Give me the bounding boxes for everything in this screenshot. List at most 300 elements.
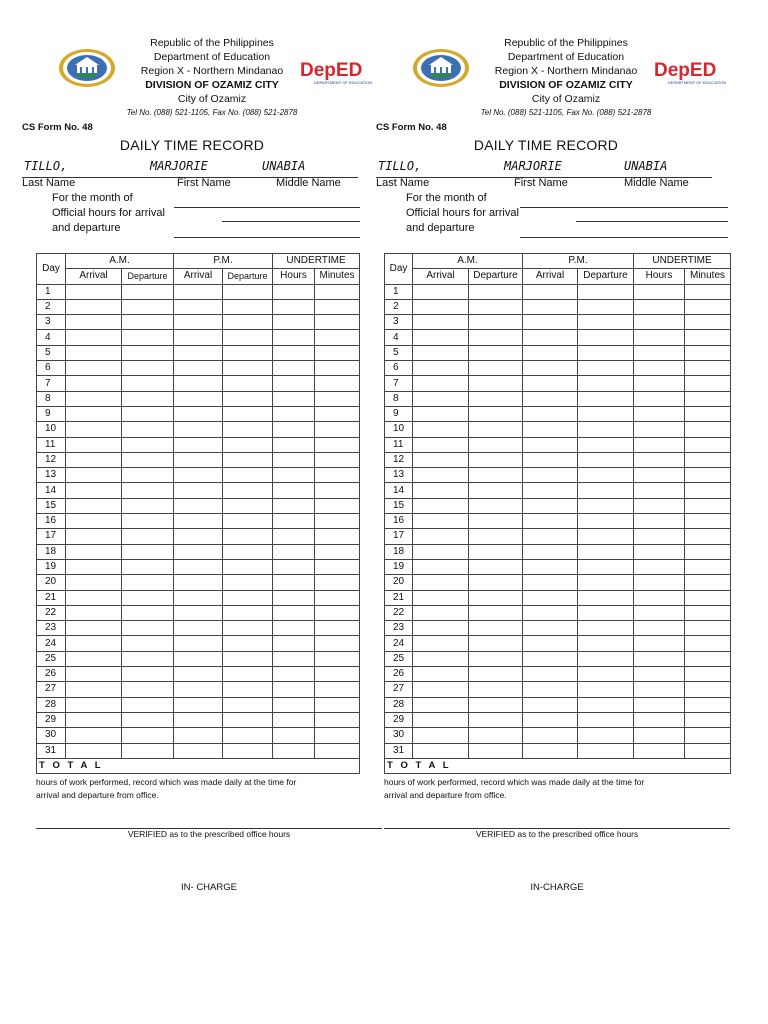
undertime-minutes-cell[interactable] <box>685 682 731 697</box>
am-departure-cell[interactable] <box>122 743 174 758</box>
pm-departure-cell[interactable] <box>223 590 273 605</box>
undertime-minutes-cell[interactable] <box>315 682 360 697</box>
undertime-hours-cell[interactable] <box>634 743 685 758</box>
am-departure-cell[interactable] <box>469 514 523 529</box>
undertime-minutes-cell[interactable] <box>685 575 731 590</box>
am-departure-cell[interactable] <box>122 376 174 391</box>
pm-departure-cell[interactable] <box>223 299 273 314</box>
am-arrival-cell[interactable] <box>66 315 122 330</box>
pm-departure-cell[interactable] <box>223 682 273 697</box>
undertime-minutes-cell[interactable] <box>315 361 360 376</box>
am-arrival-cell[interactable] <box>413 483 469 498</box>
undertime-hours-cell[interactable] <box>634 376 685 391</box>
undertime-minutes-cell[interactable] <box>315 544 360 559</box>
pm-arrival-cell[interactable] <box>523 284 578 299</box>
undertime-minutes-cell[interactable] <box>315 514 360 529</box>
pm-arrival-cell[interactable] <box>174 361 223 376</box>
am-arrival-cell[interactable] <box>413 299 469 314</box>
am-arrival-cell[interactable] <box>413 406 469 421</box>
pm-arrival-cell[interactable] <box>523 514 578 529</box>
pm-arrival-cell[interactable] <box>523 712 578 727</box>
pm-departure-cell[interactable] <box>223 345 273 360</box>
am-arrival-cell[interactable] <box>413 667 469 682</box>
official-hours-field[interactable] <box>576 221 728 222</box>
am-departure-cell[interactable] <box>469 544 523 559</box>
pm-arrival-cell[interactable] <box>523 422 578 437</box>
am-departure-cell[interactable] <box>122 391 174 406</box>
pm-departure-cell[interactable] <box>578 299 634 314</box>
undertime-hours-cell[interactable] <box>273 361 315 376</box>
am-departure-cell[interactable] <box>122 468 174 483</box>
pm-arrival-cell[interactable] <box>523 315 578 330</box>
pm-departure-cell[interactable] <box>223 284 273 299</box>
pm-arrival-cell[interactable] <box>174 590 223 605</box>
undertime-hours-cell[interactable] <box>273 391 315 406</box>
am-arrival-cell[interactable] <box>66 728 122 743</box>
undertime-hours-cell[interactable] <box>634 406 685 421</box>
pm-departure-cell[interactable] <box>223 361 273 376</box>
undertime-hours-cell[interactable] <box>634 452 685 467</box>
pm-departure-cell[interactable] <box>578 376 634 391</box>
am-arrival-cell[interactable] <box>413 559 469 574</box>
pm-arrival-cell[interactable] <box>174 437 223 452</box>
month-field[interactable] <box>174 207 360 208</box>
undertime-hours-cell[interactable] <box>273 667 315 682</box>
undertime-hours-cell[interactable] <box>634 712 685 727</box>
pm-arrival-cell[interactable] <box>523 743 578 758</box>
pm-departure-cell[interactable] <box>223 667 273 682</box>
undertime-minutes-cell[interactable] <box>315 621 360 636</box>
undertime-hours-cell[interactable] <box>273 452 315 467</box>
undertime-minutes-cell[interactable] <box>685 361 731 376</box>
am-arrival-cell[interactable] <box>66 590 122 605</box>
am-departure-cell[interactable] <box>469 636 523 651</box>
pm-arrival-cell[interactable] <box>174 514 223 529</box>
am-arrival-cell[interactable] <box>413 330 469 345</box>
am-departure-cell[interactable] <box>469 682 523 697</box>
am-departure-cell[interactable] <box>469 345 523 360</box>
am-departure-cell[interactable] <box>122 667 174 682</box>
pm-arrival-cell[interactable] <box>523 728 578 743</box>
am-departure-cell[interactable] <box>469 284 523 299</box>
pm-arrival-cell[interactable] <box>523 330 578 345</box>
am-arrival-cell[interactable] <box>413 529 469 544</box>
pm-arrival-cell[interactable] <box>174 667 223 682</box>
am-arrival-cell[interactable] <box>413 345 469 360</box>
pm-departure-cell[interactable] <box>223 636 273 651</box>
am-arrival-cell[interactable] <box>66 483 122 498</box>
undertime-hours-cell[interactable] <box>273 621 315 636</box>
undertime-hours-cell[interactable] <box>634 284 685 299</box>
undertime-minutes-cell[interactable] <box>315 651 360 666</box>
am-arrival-cell[interactable] <box>66 682 122 697</box>
official-hours-field[interactable] <box>222 221 360 222</box>
am-departure-cell[interactable] <box>122 728 174 743</box>
am-arrival-cell[interactable] <box>413 697 469 712</box>
undertime-minutes-cell[interactable] <box>685 345 731 360</box>
pm-arrival-cell[interactable] <box>174 452 223 467</box>
pm-departure-cell[interactable] <box>223 697 273 712</box>
am-departure-cell[interactable] <box>469 498 523 513</box>
pm-departure-cell[interactable] <box>223 575 273 590</box>
am-arrival-cell[interactable] <box>66 391 122 406</box>
pm-arrival-cell[interactable] <box>174 605 223 620</box>
am-arrival-cell[interactable] <box>413 682 469 697</box>
am-arrival-cell[interactable] <box>66 330 122 345</box>
pm-departure-cell[interactable] <box>223 712 273 727</box>
am-departure-cell[interactable] <box>469 361 523 376</box>
undertime-hours-cell[interactable] <box>273 697 315 712</box>
pm-arrival-cell[interactable] <box>523 575 578 590</box>
pm-departure-cell[interactable] <box>578 514 634 529</box>
am-departure-cell[interactable] <box>469 559 523 574</box>
pm-arrival-cell[interactable] <box>174 682 223 697</box>
am-departure-cell[interactable] <box>122 575 174 590</box>
am-departure-cell[interactable] <box>122 559 174 574</box>
undertime-minutes-cell[interactable] <box>315 636 360 651</box>
am-departure-cell[interactable] <box>469 299 523 314</box>
undertime-hours-cell[interactable] <box>273 483 315 498</box>
undertime-minutes-cell[interactable] <box>685 697 731 712</box>
undertime-minutes-cell[interactable] <box>685 452 731 467</box>
undertime-minutes-cell[interactable] <box>315 391 360 406</box>
undertime-minutes-cell[interactable] <box>315 437 360 452</box>
undertime-hours-cell[interactable] <box>634 667 685 682</box>
undertime-minutes-cell[interactable] <box>315 575 360 590</box>
undertime-hours-cell[interactable] <box>273 590 315 605</box>
undertime-minutes-cell[interactable] <box>315 376 360 391</box>
am-departure-cell[interactable] <box>469 743 523 758</box>
pm-departure-cell[interactable] <box>223 529 273 544</box>
am-departure-cell[interactable] <box>469 437 523 452</box>
pm-arrival-cell[interactable] <box>523 498 578 513</box>
undertime-minutes-cell[interactable] <box>685 712 731 727</box>
pm-departure-cell[interactable] <box>578 682 634 697</box>
undertime-hours-cell[interactable] <box>634 391 685 406</box>
pm-arrival-cell[interactable] <box>523 667 578 682</box>
pm-departure-cell[interactable] <box>578 697 634 712</box>
undertime-hours-cell[interactable] <box>634 437 685 452</box>
pm-departure-cell[interactable] <box>578 483 634 498</box>
pm-arrival-cell[interactable] <box>523 559 578 574</box>
am-arrival-cell[interactable] <box>66 559 122 574</box>
am-departure-cell[interactable] <box>122 514 174 529</box>
am-departure-cell[interactable] <box>469 590 523 605</box>
undertime-hours-cell[interactable] <box>273 498 315 513</box>
pm-arrival-cell[interactable] <box>523 697 578 712</box>
undertime-minutes-cell[interactable] <box>315 498 360 513</box>
am-arrival-cell[interactable] <box>413 544 469 559</box>
undertime-hours-cell[interactable] <box>634 422 685 437</box>
am-arrival-cell[interactable] <box>66 544 122 559</box>
pm-arrival-cell[interactable] <box>174 621 223 636</box>
am-arrival-cell[interactable] <box>66 284 122 299</box>
pm-departure-cell[interactable] <box>578 636 634 651</box>
am-departure-cell[interactable] <box>469 391 523 406</box>
am-departure-cell[interactable] <box>122 315 174 330</box>
pm-arrival-cell[interactable] <box>174 743 223 758</box>
undertime-hours-cell[interactable] <box>634 468 685 483</box>
undertime-minutes-cell[interactable] <box>685 498 731 513</box>
am-departure-cell[interactable] <box>122 422 174 437</box>
departure-field[interactable] <box>520 237 728 238</box>
am-departure-cell[interactable] <box>122 483 174 498</box>
pm-arrival-cell[interactable] <box>174 483 223 498</box>
am-departure-cell[interactable] <box>469 422 523 437</box>
pm-arrival-cell[interactable] <box>174 315 223 330</box>
am-arrival-cell[interactable] <box>413 284 469 299</box>
undertime-minutes-cell[interactable] <box>315 605 360 620</box>
pm-departure-cell[interactable] <box>223 406 273 421</box>
pm-departure-cell[interactable] <box>578 544 634 559</box>
undertime-minutes-cell[interactable] <box>685 422 731 437</box>
undertime-minutes-cell[interactable] <box>315 529 360 544</box>
am-departure-cell[interactable] <box>469 452 523 467</box>
pm-arrival-cell[interactable] <box>174 529 223 544</box>
pm-departure-cell[interactable] <box>578 621 634 636</box>
am-departure-cell[interactable] <box>122 299 174 314</box>
am-arrival-cell[interactable] <box>413 376 469 391</box>
am-departure-cell[interactable] <box>122 544 174 559</box>
am-departure-cell[interactable] <box>469 697 523 712</box>
departure-field[interactable] <box>174 237 360 238</box>
am-arrival-cell[interactable] <box>66 468 122 483</box>
pm-arrival-cell[interactable] <box>523 544 578 559</box>
pm-departure-cell[interactable] <box>223 376 273 391</box>
am-departure-cell[interactable] <box>122 590 174 605</box>
undertime-minutes-cell[interactable] <box>315 330 360 345</box>
undertime-hours-cell[interactable] <box>273 651 315 666</box>
undertime-minutes-cell[interactable] <box>685 315 731 330</box>
pm-arrival-cell[interactable] <box>174 544 223 559</box>
undertime-hours-cell[interactable] <box>634 605 685 620</box>
am-departure-cell[interactable] <box>122 712 174 727</box>
am-departure-cell[interactable] <box>122 605 174 620</box>
undertime-hours-cell[interactable] <box>273 575 315 590</box>
undertime-hours-cell[interactable] <box>273 682 315 697</box>
pm-arrival-cell[interactable] <box>523 483 578 498</box>
undertime-minutes-cell[interactable] <box>685 330 731 345</box>
undertime-minutes-cell[interactable] <box>685 406 731 421</box>
am-departure-cell[interactable] <box>469 621 523 636</box>
pm-departure-cell[interactable] <box>578 468 634 483</box>
undertime-minutes-cell[interactable] <box>685 636 731 651</box>
undertime-minutes-cell[interactable] <box>685 743 731 758</box>
undertime-hours-cell[interactable] <box>634 682 685 697</box>
undertime-hours-cell[interactable] <box>273 376 315 391</box>
pm-departure-cell[interactable] <box>223 743 273 758</box>
am-arrival-cell[interactable] <box>66 743 122 758</box>
undertime-minutes-cell[interactable] <box>685 391 731 406</box>
undertime-hours-cell[interactable] <box>634 697 685 712</box>
pm-departure-cell[interactable] <box>578 590 634 605</box>
am-departure-cell[interactable] <box>122 437 174 452</box>
undertime-minutes-cell[interactable] <box>315 284 360 299</box>
undertime-hours-cell[interactable] <box>273 284 315 299</box>
am-departure-cell[interactable] <box>122 345 174 360</box>
am-arrival-cell[interactable] <box>66 406 122 421</box>
undertime-minutes-cell[interactable] <box>685 299 731 314</box>
am-arrival-cell[interactable] <box>413 468 469 483</box>
am-departure-cell[interactable] <box>469 728 523 743</box>
pm-departure-cell[interactable] <box>223 498 273 513</box>
undertime-minutes-cell[interactable] <box>315 743 360 758</box>
pm-arrival-cell[interactable] <box>523 621 578 636</box>
am-arrival-cell[interactable] <box>66 299 122 314</box>
undertime-hours-cell[interactable] <box>634 544 685 559</box>
undertime-hours-cell[interactable] <box>634 498 685 513</box>
pm-departure-cell[interactable] <box>578 437 634 452</box>
am-departure-cell[interactable] <box>122 330 174 345</box>
pm-departure-cell[interactable] <box>578 452 634 467</box>
am-departure-cell[interactable] <box>122 284 174 299</box>
pm-arrival-cell[interactable] <box>523 468 578 483</box>
undertime-hours-cell[interactable] <box>634 529 685 544</box>
undertime-hours-cell[interactable] <box>634 315 685 330</box>
am-departure-cell[interactable] <box>122 621 174 636</box>
pm-arrival-cell[interactable] <box>523 605 578 620</box>
undertime-hours-cell[interactable] <box>634 728 685 743</box>
am-arrival-cell[interactable] <box>66 422 122 437</box>
pm-departure-cell[interactable] <box>223 605 273 620</box>
am-arrival-cell[interactable] <box>66 498 122 513</box>
pm-departure-cell[interactable] <box>578 330 634 345</box>
pm-arrival-cell[interactable] <box>523 529 578 544</box>
am-departure-cell[interactable] <box>122 406 174 421</box>
pm-departure-cell[interactable] <box>223 315 273 330</box>
pm-arrival-cell[interactable] <box>174 575 223 590</box>
undertime-hours-cell[interactable] <box>273 529 315 544</box>
am-arrival-cell[interactable] <box>66 667 122 682</box>
am-arrival-cell[interactable] <box>66 437 122 452</box>
undertime-minutes-cell[interactable] <box>315 559 360 574</box>
am-arrival-cell[interactable] <box>413 437 469 452</box>
pm-departure-cell[interactable] <box>578 575 634 590</box>
am-arrival-cell[interactable] <box>413 575 469 590</box>
am-departure-cell[interactable] <box>469 605 523 620</box>
pm-departure-cell[interactable] <box>223 437 273 452</box>
am-departure-cell[interactable] <box>469 575 523 590</box>
pm-departure-cell[interactable] <box>578 361 634 376</box>
pm-departure-cell[interactable] <box>578 667 634 682</box>
undertime-hours-cell[interactable] <box>634 590 685 605</box>
pm-departure-cell[interactable] <box>223 651 273 666</box>
pm-arrival-cell[interactable] <box>174 299 223 314</box>
undertime-minutes-cell[interactable] <box>685 590 731 605</box>
pm-departure-cell[interactable] <box>578 498 634 513</box>
pm-departure-cell[interactable] <box>578 743 634 758</box>
pm-arrival-cell[interactable] <box>174 728 223 743</box>
pm-departure-cell[interactable] <box>223 559 273 574</box>
undertime-hours-cell[interactable] <box>273 559 315 574</box>
undertime-hours-cell[interactable] <box>273 422 315 437</box>
pm-departure-cell[interactable] <box>578 391 634 406</box>
undertime-minutes-cell[interactable] <box>685 621 731 636</box>
undertime-hours-cell[interactable] <box>634 636 685 651</box>
pm-arrival-cell[interactable] <box>523 437 578 452</box>
am-departure-cell[interactable] <box>469 330 523 345</box>
pm-arrival-cell[interactable] <box>174 330 223 345</box>
undertime-minutes-cell[interactable] <box>685 514 731 529</box>
undertime-hours-cell[interactable] <box>273 468 315 483</box>
undertime-minutes-cell[interactable] <box>685 728 731 743</box>
am-arrival-cell[interactable] <box>66 452 122 467</box>
undertime-hours-cell[interactable] <box>634 361 685 376</box>
pm-arrival-cell[interactable] <box>174 651 223 666</box>
pm-departure-cell[interactable] <box>578 728 634 743</box>
pm-arrival-cell[interactable] <box>174 345 223 360</box>
pm-arrival-cell[interactable] <box>174 712 223 727</box>
undertime-minutes-cell[interactable] <box>315 422 360 437</box>
am-arrival-cell[interactable] <box>413 452 469 467</box>
undertime-minutes-cell[interactable] <box>315 468 360 483</box>
pm-arrival-cell[interactable] <box>523 299 578 314</box>
am-arrival-cell[interactable] <box>66 529 122 544</box>
undertime-hours-cell[interactable] <box>634 345 685 360</box>
am-arrival-cell[interactable] <box>413 651 469 666</box>
pm-departure-cell[interactable] <box>578 315 634 330</box>
pm-departure-cell[interactable] <box>578 406 634 421</box>
undertime-hours-cell[interactable] <box>634 483 685 498</box>
am-departure-cell[interactable] <box>469 376 523 391</box>
undertime-hours-cell[interactable] <box>634 514 685 529</box>
pm-arrival-cell[interactable] <box>523 345 578 360</box>
am-arrival-cell[interactable] <box>413 391 469 406</box>
pm-departure-cell[interactable] <box>223 544 273 559</box>
pm-departure-cell[interactable] <box>578 422 634 437</box>
am-departure-cell[interactable] <box>469 712 523 727</box>
am-departure-cell[interactable] <box>469 529 523 544</box>
undertime-minutes-cell[interactable] <box>685 559 731 574</box>
am-arrival-cell[interactable] <box>66 712 122 727</box>
undertime-minutes-cell[interactable] <box>315 406 360 421</box>
pm-departure-cell[interactable] <box>578 284 634 299</box>
am-departure-cell[interactable] <box>122 697 174 712</box>
undertime-hours-cell[interactable] <box>634 621 685 636</box>
am-departure-cell[interactable] <box>122 636 174 651</box>
am-arrival-cell[interactable] <box>66 605 122 620</box>
pm-departure-cell[interactable] <box>223 514 273 529</box>
am-arrival-cell[interactable] <box>66 697 122 712</box>
pm-arrival-cell[interactable] <box>174 636 223 651</box>
pm-arrival-cell[interactable] <box>174 422 223 437</box>
undertime-minutes-cell[interactable] <box>685 544 731 559</box>
pm-arrival-cell[interactable] <box>174 391 223 406</box>
undertime-hours-cell[interactable] <box>273 605 315 620</box>
am-departure-cell[interactable] <box>122 529 174 544</box>
undertime-minutes-cell[interactable] <box>685 667 731 682</box>
am-arrival-cell[interactable] <box>413 361 469 376</box>
pm-departure-cell[interactable] <box>578 651 634 666</box>
am-arrival-cell[interactable] <box>66 636 122 651</box>
pm-departure-cell[interactable] <box>223 468 273 483</box>
am-arrival-cell[interactable] <box>413 636 469 651</box>
am-arrival-cell[interactable] <box>413 712 469 727</box>
undertime-minutes-cell[interactable] <box>685 529 731 544</box>
undertime-minutes-cell[interactable] <box>315 667 360 682</box>
undertime-minutes-cell[interactable] <box>315 345 360 360</box>
pm-arrival-cell[interactable] <box>523 636 578 651</box>
am-arrival-cell[interactable] <box>66 575 122 590</box>
undertime-minutes-cell[interactable] <box>685 483 731 498</box>
undertime-hours-cell[interactable] <box>273 437 315 452</box>
undertime-minutes-cell[interactable] <box>685 376 731 391</box>
pm-departure-cell[interactable] <box>578 529 634 544</box>
pm-arrival-cell[interactable] <box>523 651 578 666</box>
am-arrival-cell[interactable] <box>66 514 122 529</box>
undertime-hours-cell[interactable] <box>273 315 315 330</box>
pm-arrival-cell[interactable] <box>523 452 578 467</box>
